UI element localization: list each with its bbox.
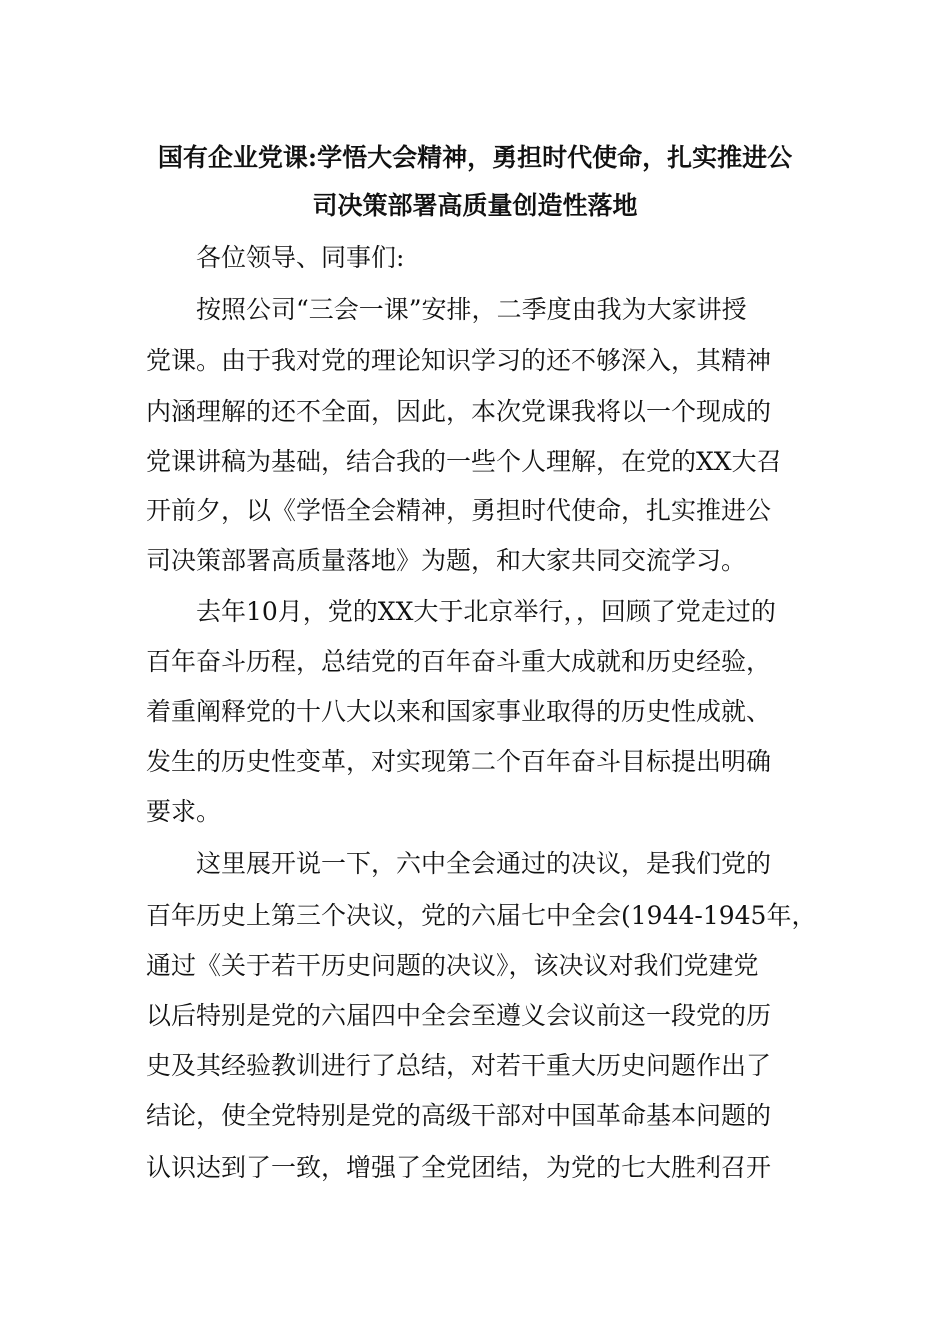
paragraph-1-line: 按照公司“三会一课”安排，二季度由我为大家讲授 <box>196 295 747 324</box>
paragraph-2-line: 百年奋斗历程，总结党的百年奋斗重大成就和历史经验， <box>146 647 772 676</box>
paragraph-1-line: 内涵理解的还不全面，因此，本次党课我将以一个现成的 <box>146 397 772 426</box>
salutation: 各位领导、同事们: <box>196 243 405 272</box>
paragraph-2-line: 着重阐释党的十八大以来和国家事业取得的历史性成就、 <box>146 697 772 726</box>
paragraph-2-line: 要求。 <box>146 797 222 826</box>
paragraph-1-line: 党课讲稿为基础，结合我的一些个人理解，在党的XX大召 <box>146 447 782 476</box>
paragraph-2-line: 发生的历史性变革，对实现第二个百年奋斗目标提出明确 <box>146 747 772 776</box>
paragraph-3-line: 结论，使全党特别是党的高级干部对中国革命基本问题的 <box>146 1101 772 1130</box>
paragraph-3-line: 认识达到了一致，增强了全党团结，为党的七大胜利召开 <box>146 1153 772 1182</box>
document-title-line-1: 国有企业党课:学悟大会精神，勇担时代使命，扎实推进公 <box>157 143 793 172</box>
paragraph-3-line: 百年历史上第三个决议，党的六届七中全会(1944-1945年， <box>146 901 817 930</box>
document-title-line-2: 司决策部署高质量创造性落地 <box>312 191 638 220</box>
paragraph-2-line: 去年10月，党的XX大于北京举行，，回顾了党走过的 <box>196 597 776 626</box>
paragraph-3-line: 史及其经验教训进行了总结，对若干重大历史问题作出了 <box>146 1051 772 1080</box>
paragraph-3-line: 这里展开说一下，六中全会通过的决议，是我们党的 <box>196 849 772 878</box>
paragraph-1-line: 司决策部署高质量落地》为题，和大家共同交流学习。 <box>146 546 747 575</box>
paragraph-1-line: 党课。由于我对党的理论知识学习的还不够深入，其精神 <box>146 346 772 375</box>
paragraph-1-line: 开前夕，以《学悟全会精神，勇担时代使命，扎实推进公 <box>146 496 772 525</box>
paragraph-3-line: 以后特别是党的六届四中全会至遵义会议前这一段党的历 <box>146 1001 772 1030</box>
paragraph-3-line: 通过《关于若干历史问题的决议》，该决议对我们党建党 <box>146 951 759 980</box>
